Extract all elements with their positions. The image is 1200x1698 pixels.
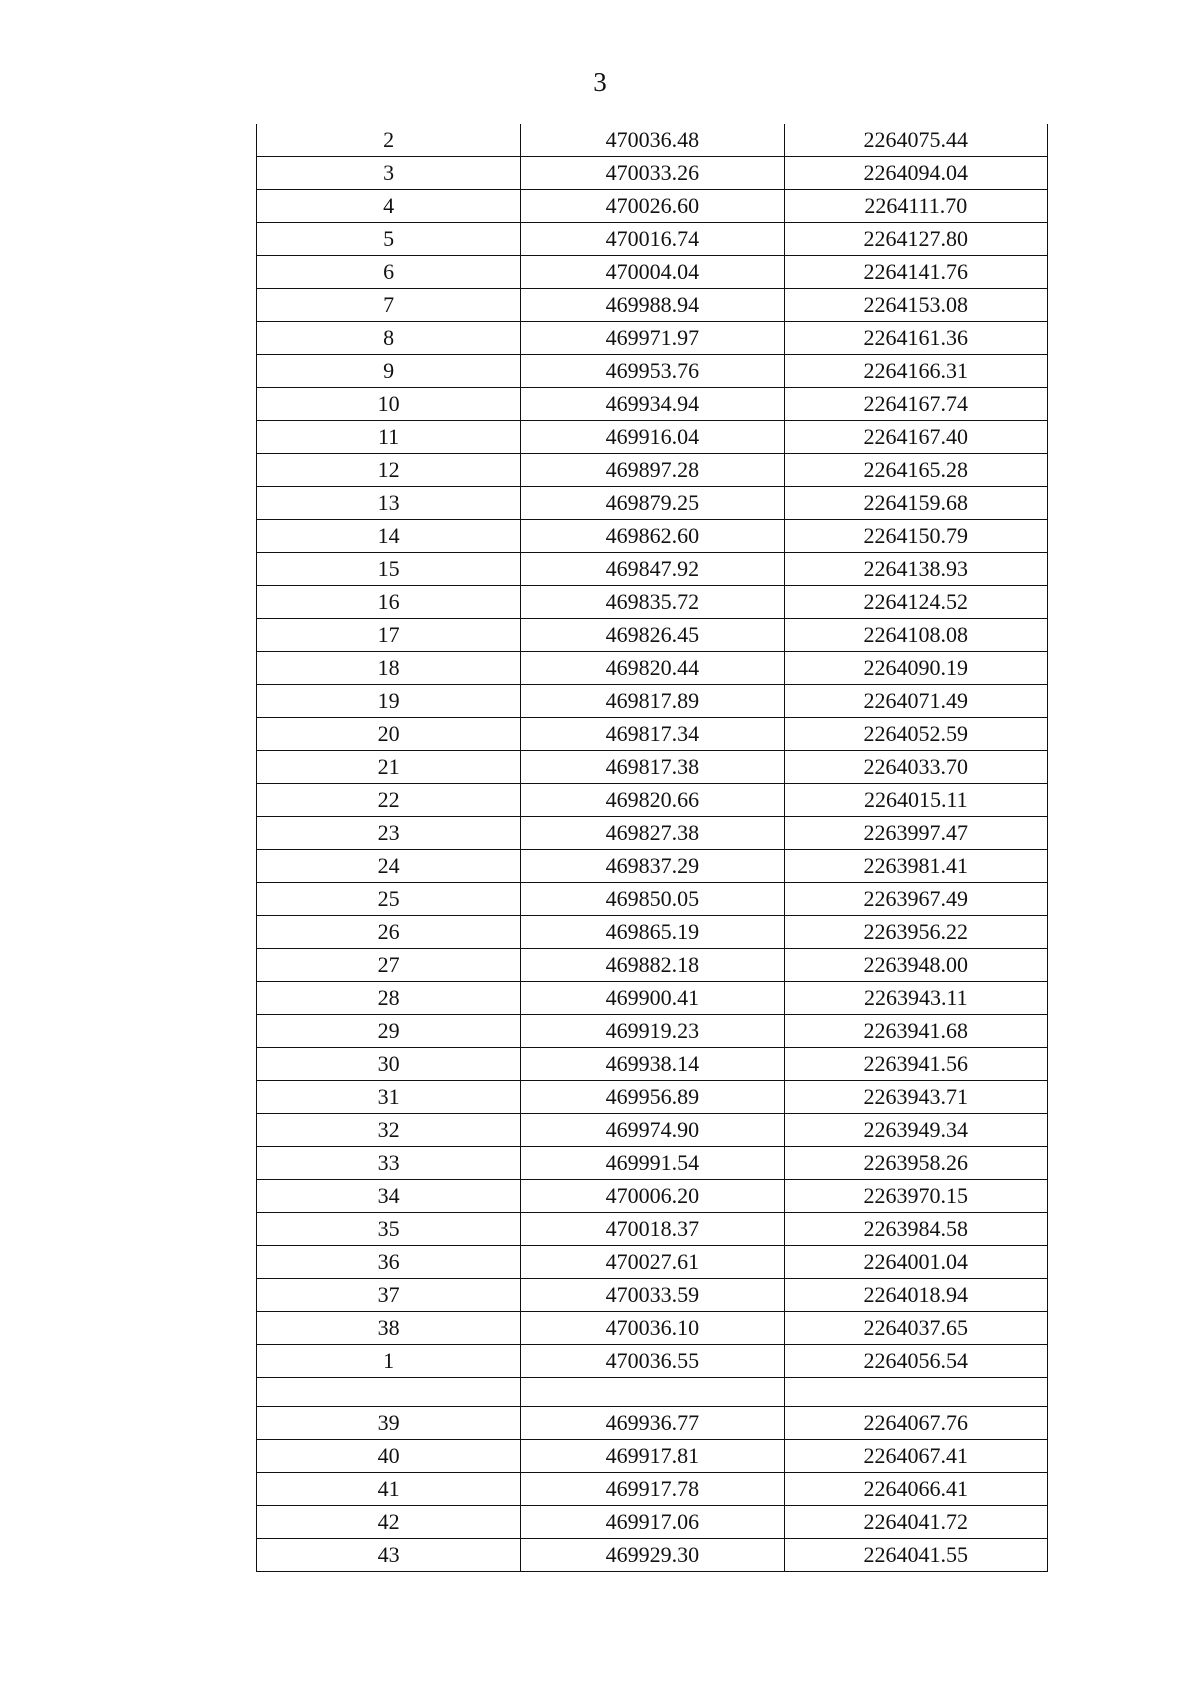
x-coordinate-cell: 470033.26 xyxy=(521,157,784,190)
point-number-cell xyxy=(257,1378,521,1407)
point-number-cell: 1 xyxy=(257,1345,521,1378)
table-row xyxy=(257,718,1048,751)
point-number-cell: 13 xyxy=(257,487,521,520)
table-row xyxy=(257,949,1048,982)
point-number-cell: 6 xyxy=(257,256,521,289)
y-coordinate-cell: 2264166.31 xyxy=(784,355,1047,388)
x-coordinate-cell: 470036.55 xyxy=(521,1345,784,1378)
point-number-cell: 25 xyxy=(257,883,521,916)
y-coordinate-cell: 2264108.08 xyxy=(784,619,1047,652)
y-coordinate-cell: 2264124.52 xyxy=(784,586,1047,619)
point-number-cell: 23 xyxy=(257,817,521,850)
point-number-cell: 40 xyxy=(257,1440,521,1473)
x-coordinate-cell: 469879.25 xyxy=(521,487,784,520)
x-coordinate-cell: 469817.38 xyxy=(521,751,784,784)
table-row xyxy=(257,1081,1048,1114)
point-number-cell: 19 xyxy=(257,685,521,718)
point-number-cell: 33 xyxy=(257,1147,521,1180)
y-coordinate-cell: 2264015.11 xyxy=(784,784,1047,817)
table-row xyxy=(257,355,1048,388)
x-coordinate-cell: 469988.94 xyxy=(521,289,784,322)
y-coordinate-cell: 2263941.68 xyxy=(784,1015,1047,1048)
table-row xyxy=(257,1246,1048,1279)
point-number-cell: 37 xyxy=(257,1279,521,1312)
y-coordinate-cell: 2264037.65 xyxy=(784,1312,1047,1345)
table-row xyxy=(257,751,1048,784)
table-row xyxy=(257,1407,1048,1440)
x-coordinate-cell: 470006.20 xyxy=(521,1180,784,1213)
x-coordinate-cell: 469929.30 xyxy=(521,1539,784,1572)
x-coordinate-cell: 470016.74 xyxy=(521,223,784,256)
point-number-cell: 42 xyxy=(257,1506,521,1539)
x-coordinate-cell: 469847.92 xyxy=(521,553,784,586)
point-number-cell: 12 xyxy=(257,454,521,487)
x-coordinate-cell: 469934.94 xyxy=(521,388,784,421)
point-number-cell: 30 xyxy=(257,1048,521,1081)
y-coordinate-cell: 2264111.70 xyxy=(784,190,1047,223)
x-coordinate-cell: 469956.89 xyxy=(521,1081,784,1114)
x-coordinate-cell: 469865.19 xyxy=(521,916,784,949)
page-number: 3 xyxy=(593,67,607,97)
table-row xyxy=(257,784,1048,817)
table-row xyxy=(257,223,1048,256)
y-coordinate-cell: 2264141.76 xyxy=(784,256,1047,289)
point-number-cell: 7 xyxy=(257,289,521,322)
x-coordinate-cell: 469974.90 xyxy=(521,1114,784,1147)
table-row xyxy=(257,256,1048,289)
table-row xyxy=(257,1147,1048,1180)
table-row xyxy=(257,1213,1048,1246)
y-coordinate-cell: 2264138.93 xyxy=(784,553,1047,586)
x-coordinate-cell: 470026.60 xyxy=(521,190,784,223)
point-number-cell: 10 xyxy=(257,388,521,421)
table-row xyxy=(257,520,1048,553)
point-number-cell: 39 xyxy=(257,1407,521,1440)
y-coordinate-cell: 2263984.58 xyxy=(784,1213,1047,1246)
table-row xyxy=(257,1048,1048,1081)
point-number-cell: 8 xyxy=(257,322,521,355)
y-coordinate-cell: 2264071.49 xyxy=(784,685,1047,718)
x-coordinate-cell: 470004.04 xyxy=(521,256,784,289)
x-coordinate-cell: 469820.44 xyxy=(521,652,784,685)
x-coordinate-cell: 469827.38 xyxy=(521,817,784,850)
y-coordinate-cell: 2264127.80 xyxy=(784,223,1047,256)
point-number-cell: 5 xyxy=(257,223,521,256)
y-coordinate-cell: 2264052.59 xyxy=(784,718,1047,751)
y-coordinate-cell: 2264033.70 xyxy=(784,751,1047,784)
table-row xyxy=(257,817,1048,850)
table-row xyxy=(257,322,1048,355)
table-row xyxy=(257,289,1048,322)
table-row xyxy=(257,1015,1048,1048)
y-coordinate-cell: 2264167.40 xyxy=(784,421,1047,454)
x-coordinate-cell: 469971.97 xyxy=(521,322,784,355)
x-coordinate-cell: 469837.29 xyxy=(521,850,784,883)
point-number-cell: 36 xyxy=(257,1246,521,1279)
point-number-cell: 21 xyxy=(257,751,521,784)
y-coordinate-cell: 2263970.15 xyxy=(784,1180,1047,1213)
x-coordinate-cell: 469817.34 xyxy=(521,718,784,751)
point-number-cell: 32 xyxy=(257,1114,521,1147)
table-row xyxy=(257,652,1048,685)
coordinates-table xyxy=(256,124,1048,1572)
point-number-cell: 24 xyxy=(257,850,521,883)
x-coordinate-cell xyxy=(521,1378,784,1407)
x-coordinate-cell: 470027.61 xyxy=(521,1246,784,1279)
point-number-cell: 29 xyxy=(257,1015,521,1048)
table-row xyxy=(257,454,1048,487)
x-coordinate-cell: 470036.48 xyxy=(521,124,784,157)
x-coordinate-cell: 470018.37 xyxy=(521,1213,784,1246)
y-coordinate-cell: 2263949.34 xyxy=(784,1114,1047,1147)
x-coordinate-cell: 469953.76 xyxy=(521,355,784,388)
table-row xyxy=(257,619,1048,652)
y-coordinate-cell: 2264153.08 xyxy=(784,289,1047,322)
table-row xyxy=(257,1114,1048,1147)
x-coordinate-cell: 470036.10 xyxy=(521,1312,784,1345)
table-row xyxy=(257,124,1048,157)
table-row xyxy=(257,1279,1048,1312)
point-number-cell: 3 xyxy=(257,157,521,190)
y-coordinate-cell: 2264018.94 xyxy=(784,1279,1047,1312)
y-coordinate-cell: 2264041.72 xyxy=(784,1506,1047,1539)
y-coordinate-cell: 2263956.22 xyxy=(784,916,1047,949)
y-coordinate-cell: 2264041.55 xyxy=(784,1539,1047,1572)
x-coordinate-cell: 469850.05 xyxy=(521,883,784,916)
x-coordinate-cell: 469917.81 xyxy=(521,1440,784,1473)
y-coordinate-cell: 2263967.49 xyxy=(784,883,1047,916)
y-coordinate-cell: 2263943.71 xyxy=(784,1081,1047,1114)
y-coordinate-cell: 2263943.11 xyxy=(784,982,1047,1015)
y-coordinate-cell: 2263997.47 xyxy=(784,817,1047,850)
y-coordinate-cell: 2263941.56 xyxy=(784,1048,1047,1081)
table-row xyxy=(257,1506,1048,1539)
table-row xyxy=(257,388,1048,421)
y-coordinate-cell: 2264090.19 xyxy=(784,652,1047,685)
table-row xyxy=(257,1345,1048,1378)
y-coordinate-cell: 2264161.36 xyxy=(784,322,1047,355)
table-row xyxy=(257,1378,1048,1407)
point-number-cell: 16 xyxy=(257,586,521,619)
x-coordinate-cell: 469897.28 xyxy=(521,454,784,487)
point-number-cell: 41 xyxy=(257,1473,521,1506)
point-number-cell: 28 xyxy=(257,982,521,1015)
table-row xyxy=(257,1312,1048,1345)
point-number-cell: 20 xyxy=(257,718,521,751)
y-coordinate-cell: 2264094.04 xyxy=(784,157,1047,190)
table-row xyxy=(257,685,1048,718)
point-number-cell: 26 xyxy=(257,916,521,949)
x-coordinate-cell: 469882.18 xyxy=(521,949,784,982)
table-row xyxy=(257,883,1048,916)
x-coordinate-cell: 469919.23 xyxy=(521,1015,784,1048)
point-number-cell: 18 xyxy=(257,652,521,685)
y-coordinate-cell xyxy=(784,1378,1047,1407)
y-coordinate-cell: 2264067.41 xyxy=(784,1440,1047,1473)
point-number-cell: 9 xyxy=(257,355,521,388)
point-number-cell: 14 xyxy=(257,520,521,553)
y-coordinate-cell: 2264159.68 xyxy=(784,487,1047,520)
table-row xyxy=(257,1539,1048,1572)
x-coordinate-cell: 469916.04 xyxy=(521,421,784,454)
x-coordinate-cell: 469826.45 xyxy=(521,619,784,652)
y-coordinate-cell: 2264167.74 xyxy=(784,388,1047,421)
table-row xyxy=(257,1180,1048,1213)
point-number-cell: 22 xyxy=(257,784,521,817)
y-coordinate-cell: 2263948.00 xyxy=(784,949,1047,982)
table-row xyxy=(257,190,1048,223)
point-number-cell: 43 xyxy=(257,1539,521,1572)
y-coordinate-cell: 2263958.26 xyxy=(784,1147,1047,1180)
table-row xyxy=(257,487,1048,520)
y-coordinate-cell: 2263981.41 xyxy=(784,850,1047,883)
y-coordinate-cell: 2264066.41 xyxy=(784,1473,1047,1506)
x-coordinate-cell: 469917.06 xyxy=(521,1506,784,1539)
point-number-cell: 4 xyxy=(257,190,521,223)
point-number-cell: 11 xyxy=(257,421,521,454)
x-coordinate-cell: 469900.41 xyxy=(521,982,784,1015)
x-coordinate-cell: 469917.78 xyxy=(521,1473,784,1506)
y-coordinate-cell: 2264165.28 xyxy=(784,454,1047,487)
table-row xyxy=(257,553,1048,586)
point-number-cell: 34 xyxy=(257,1180,521,1213)
x-coordinate-cell: 469835.72 xyxy=(521,586,784,619)
table-row xyxy=(257,421,1048,454)
table-row xyxy=(257,586,1048,619)
x-coordinate-cell: 469820.66 xyxy=(521,784,784,817)
point-number-cell: 27 xyxy=(257,949,521,982)
y-coordinate-cell: 2264075.44 xyxy=(784,124,1047,157)
x-coordinate-cell: 470033.59 xyxy=(521,1279,784,1312)
x-coordinate-cell: 469938.14 xyxy=(521,1048,784,1081)
point-number-cell: 38 xyxy=(257,1312,521,1345)
coordinates-table-body xyxy=(257,124,1048,1572)
y-coordinate-cell: 2264150.79 xyxy=(784,520,1047,553)
table-row xyxy=(257,1473,1048,1506)
x-coordinate-cell: 469817.89 xyxy=(521,685,784,718)
x-coordinate-cell: 469862.60 xyxy=(521,520,784,553)
point-number-cell: 17 xyxy=(257,619,521,652)
point-number-cell: 15 xyxy=(257,553,521,586)
table-row xyxy=(257,982,1048,1015)
table-row xyxy=(257,850,1048,883)
point-number-cell: 31 xyxy=(257,1081,521,1114)
table-row xyxy=(257,157,1048,190)
y-coordinate-cell: 2264056.54 xyxy=(784,1345,1047,1378)
y-coordinate-cell: 2264001.04 xyxy=(784,1246,1047,1279)
y-coordinate-cell: 2264067.76 xyxy=(784,1407,1047,1440)
point-number-cell: 35 xyxy=(257,1213,521,1246)
table-row xyxy=(257,916,1048,949)
table-row xyxy=(257,1440,1048,1473)
x-coordinate-cell: 469936.77 xyxy=(521,1407,784,1440)
x-coordinate-cell: 469991.54 xyxy=(521,1147,784,1180)
point-number-cell: 2 xyxy=(257,124,521,157)
